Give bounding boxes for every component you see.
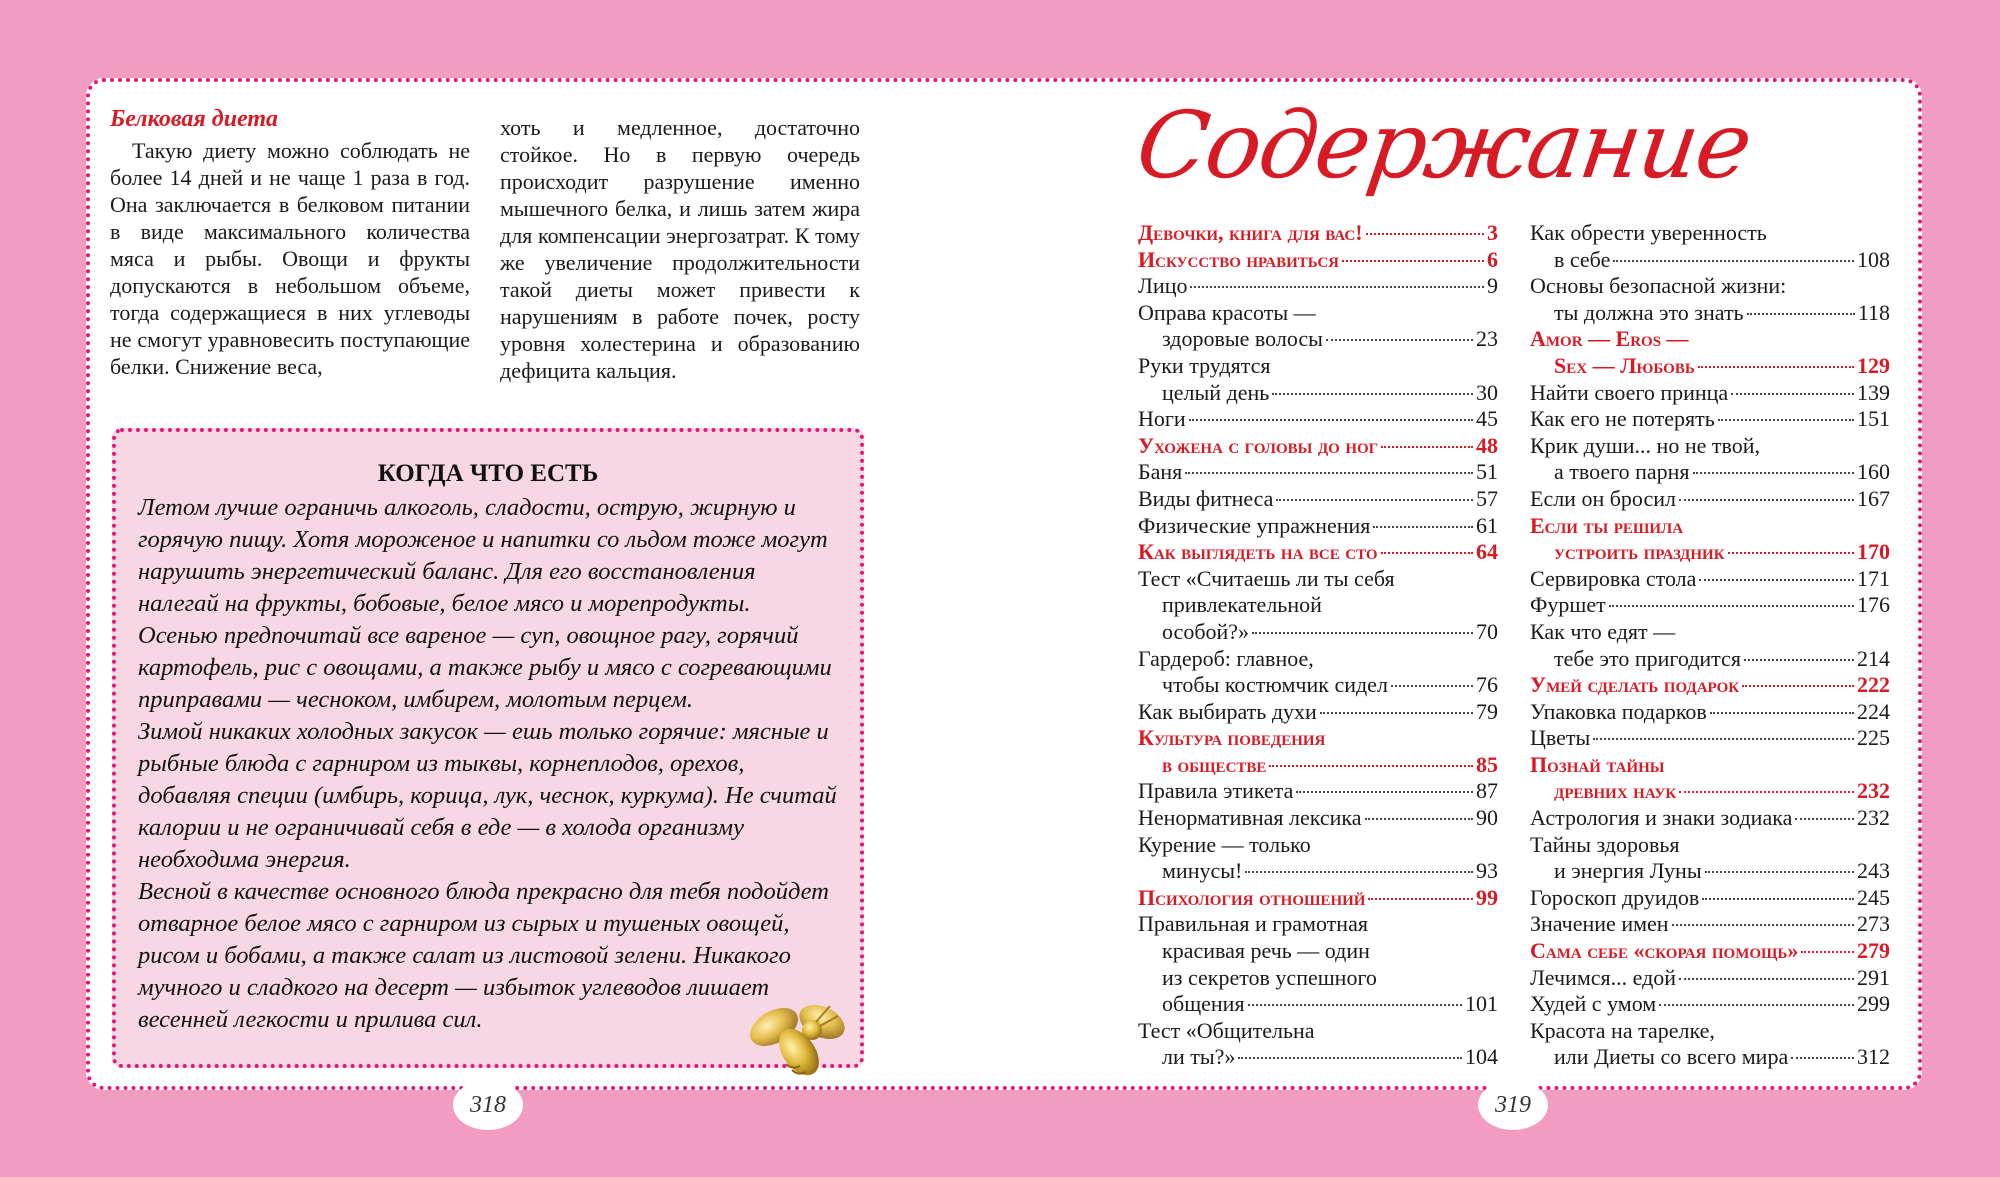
toc-line <box>1138 725 1498 752</box>
toc-page-number: 171 <box>1857 565 1890 591</box>
toc-entry-title: Крик души... но не твой, <box>1530 432 1760 458</box>
toc-entry-title: устроить праздник <box>1554 539 1725 565</box>
toc-line <box>1138 273 1498 300</box>
toc-entry <box>1530 725 1890 752</box>
toc-line <box>1530 911 1890 938</box>
toc-line <box>1530 1044 1890 1071</box>
toc-entry-title: Если он бросил <box>1530 485 1676 511</box>
toc-page-number: 45 <box>1476 406 1498 432</box>
toc-leader-dots <box>1698 366 1854 368</box>
toc-entry-title: Amor — Eros — <box>1530 326 1689 352</box>
toc-leader-dots <box>1373 526 1473 528</box>
toc-page-number: 176 <box>1857 592 1890 618</box>
toc-line <box>1530 247 1890 274</box>
toc-entry-title: Сервировка стола <box>1530 565 1697 591</box>
toc-entry <box>1530 380 1890 407</box>
toc-entry-title: Ухожена с головы до ног <box>1138 432 1379 458</box>
toc-leader-dots <box>1269 765 1473 767</box>
page-number-left: 318 <box>453 1080 523 1130</box>
toc-line <box>1530 433 1890 460</box>
toc-line <box>1530 406 1890 433</box>
toc-entry-title: минусы! <box>1162 858 1243 884</box>
toc-entry-title: Найти своего принца <box>1530 379 1729 405</box>
toc-entry-title: Лечимся... едой <box>1530 964 1677 990</box>
toc-entry-title: Худей с умом <box>1530 991 1657 1017</box>
toc-line <box>1530 699 1890 726</box>
toc-line <box>1530 592 1890 619</box>
toc-page-number: 160 <box>1857 459 1890 485</box>
toc-line <box>1530 300 1890 327</box>
toc-entry <box>1530 699 1890 726</box>
toc-entry-title: Познай тайны <box>1530 751 1665 777</box>
toc-entry-title: Как обрести уверенность <box>1530 220 1767 245</box>
toc-entry-title: Лицо <box>1138 273 1188 299</box>
toc-leader-dots <box>1252 632 1473 634</box>
toc-entry <box>1530 273 1890 326</box>
article-paragraph: хоть и медленное, достаточно стойкое. Но в первую очередь происходит разрушение именно мышечного белка, и лишь затем жира для компенсации энергозатрат. К тому же увеличение продолжительности такой диеты может привести к нарушениям в работе почек, росту уровня холестерина и образованию дефицита кальция. <box>500 115 860 383</box>
toc-leader-dots <box>1801 951 1854 953</box>
toc-entry-title: здоровые волосы <box>1162 326 1323 352</box>
toc-page-number: 64 <box>1476 539 1498 565</box>
toc-leader-dots <box>1342 260 1484 262</box>
toc-entry-title: Виды фитнеса <box>1138 485 1274 511</box>
toc-line <box>1530 1018 1890 1045</box>
toc-leader-dots <box>1272 393 1473 395</box>
toc-entry <box>1138 566 1498 646</box>
toc-entry-title: Ноги <box>1138 406 1186 432</box>
toc-line <box>1530 459 1890 486</box>
toc-line <box>1138 566 1498 593</box>
toc-line <box>1138 778 1498 805</box>
toc-entry <box>1138 885 1498 912</box>
toc-page-number: 6 <box>1487 246 1498 272</box>
toc-line <box>1530 858 1890 885</box>
toc-leader-dots <box>1710 712 1854 714</box>
toc-line <box>1530 619 1890 646</box>
toc-entry <box>1530 326 1890 379</box>
toc-entry-title: Оправа красоты — <box>1138 299 1316 325</box>
toc-entry <box>1530 566 1890 593</box>
toc-leader-dots <box>1705 871 1854 873</box>
toc-entry-title: Умей сделать подарок <box>1530 672 1740 698</box>
article-column-2 <box>500 114 860 384</box>
toc-page-number: 299 <box>1857 991 1890 1017</box>
toc-leader-dots <box>1381 552 1473 554</box>
toc-page-number: 224 <box>1857 698 1890 724</box>
toc-entry-title: Гороскоп друидов <box>1530 884 1700 910</box>
toc-entry-title: красивая речь — один <box>1162 938 1370 964</box>
toc-line <box>1530 326 1890 353</box>
toc-leader-dots <box>1190 286 1484 288</box>
toc-entry <box>1530 406 1890 433</box>
toc-entry <box>1138 725 1498 778</box>
toc-page-number: 167 <box>1857 485 1890 511</box>
toc-line <box>1138 965 1498 992</box>
toc-leader-dots <box>1672 924 1854 926</box>
toc-leader-dots <box>1185 472 1473 474</box>
toc-entry-title: ты должна это знать <box>1554 299 1744 325</box>
toc-entry-title: Искусство нравиться <box>1138 246 1340 272</box>
toc-leader-dots <box>1368 898 1473 900</box>
toc-entry <box>1138 406 1498 433</box>
toc-page-number: 243 <box>1857 858 1890 884</box>
toc-page-number: 170 <box>1857 539 1890 565</box>
toc-page-number: 312 <box>1857 1044 1890 1070</box>
toc-line <box>1138 805 1498 832</box>
toc-entry <box>1530 1018 1890 1071</box>
toc-leader-dots <box>1731 393 1854 395</box>
toc-column-right <box>1530 220 1890 1071</box>
toc-leader-dots <box>1613 260 1854 262</box>
toc-line <box>1138 1018 1498 1045</box>
toc-line <box>1138 672 1498 699</box>
toc-entry <box>1530 513 1890 566</box>
toc-leader-dots <box>1296 791 1473 793</box>
toc-line <box>1138 832 1498 859</box>
toc-page-number: 273 <box>1857 911 1890 937</box>
toc-line <box>1530 486 1890 513</box>
toc-entry <box>1138 247 1498 274</box>
toc-entry-title: Ненормативная лексика <box>1138 805 1362 831</box>
toc-page-number: 9 <box>1487 273 1498 299</box>
toc-page-number: 104 <box>1465 1044 1498 1070</box>
toc-line <box>1530 805 1890 832</box>
toc-leader-dots <box>1747 313 1855 315</box>
toc-page-number: 245 <box>1857 884 1890 910</box>
toc-entry-title: Упаковка подарков <box>1530 698 1707 724</box>
toc-leader-dots <box>1248 1004 1462 1006</box>
toc-leader-dots <box>1795 818 1854 820</box>
toc-entry-title: и энергия Луны <box>1554 858 1702 884</box>
toc-page-number: 151 <box>1857 406 1890 432</box>
toc-entry <box>1530 592 1890 619</box>
toc-line <box>1138 459 1498 486</box>
contents-title: Содержание <box>1130 92 1757 199</box>
toc-leader-dots <box>1365 818 1473 820</box>
toc-line <box>1530 832 1890 859</box>
toc-page-number: 76 <box>1476 672 1498 698</box>
toc-entry <box>1138 805 1498 832</box>
toc-entry-title: Как его не потерять <box>1530 406 1715 432</box>
toc-entry-title: в обществе <box>1162 751 1267 777</box>
toc-page-number: 87 <box>1476 778 1498 804</box>
toc-entry <box>1530 619 1890 672</box>
toc-leader-dots <box>1679 499 1854 501</box>
toc-line <box>1138 938 1498 965</box>
toc-line <box>1530 752 1890 779</box>
toc-entry <box>1138 433 1498 460</box>
toc-leader-dots <box>1245 871 1473 873</box>
toc-page-number: 291 <box>1857 964 1890 990</box>
toc-entry-title: Если ты решила <box>1530 512 1684 538</box>
toc-entry <box>1138 513 1498 540</box>
toc-line <box>1530 646 1890 673</box>
toc-page-number: 93 <box>1476 858 1498 884</box>
toc-line <box>1138 991 1498 1018</box>
article-title: Белковая диета <box>110 106 279 132</box>
toc-page-number: 139 <box>1857 379 1890 405</box>
toc-line <box>1530 273 1890 300</box>
sidebar-title: КОГДА ЧТО ЕСТЬ <box>377 460 599 487</box>
toc-page-number: 129 <box>1857 352 1890 378</box>
toc-entry <box>1530 965 1890 992</box>
toc-entry <box>1138 911 1498 1017</box>
toc-entry-title: Гардероб: главное, <box>1138 645 1314 671</box>
toc-page-number: 222 <box>1857 672 1890 698</box>
golden-bee-icon <box>744 992 854 1092</box>
toc-entry <box>1138 832 1498 885</box>
toc-entry <box>1138 539 1498 566</box>
toc-entry-title: а твоего парня <box>1554 459 1690 485</box>
toc-entry-title: древних наук <box>1554 778 1677 804</box>
toc-page-number: 3 <box>1487 220 1498 245</box>
toc-page-number: 232 <box>1857 805 1890 831</box>
toc-entry <box>1530 832 1890 885</box>
toc-entry <box>1138 459 1498 486</box>
toc-entry <box>1530 433 1890 486</box>
page-number-right: 319 <box>1478 1080 1548 1130</box>
toc-line <box>1138 247 1498 274</box>
toc-entry-title: Как что едят — <box>1530 618 1676 644</box>
toc-page-number: 23 <box>1476 326 1498 352</box>
toc-entry-title: целый день <box>1162 379 1270 405</box>
toc-line <box>1530 380 1890 407</box>
toc-leader-dots <box>1593 738 1854 740</box>
toc-line <box>1530 513 1890 540</box>
toc-line <box>1138 380 1498 407</box>
toc-line <box>1138 699 1498 726</box>
seasonal-eating-sidebar <box>112 428 864 1068</box>
toc-entry <box>1530 220 1890 273</box>
toc-leader-dots <box>1276 499 1473 501</box>
toc-entry <box>1138 486 1498 513</box>
toc-page-number: 225 <box>1857 725 1890 751</box>
toc-line <box>1138 752 1498 779</box>
toc-line <box>1138 326 1498 353</box>
toc-page-number: 232 <box>1857 778 1890 804</box>
toc-entry-title: из секретов успешного <box>1162 964 1377 990</box>
toc-entry <box>1138 778 1498 805</box>
toc-line <box>1530 539 1890 566</box>
toc-leader-dots <box>1693 472 1854 474</box>
toc-leader-dots <box>1728 552 1854 554</box>
toc-line <box>1530 885 1890 912</box>
toc-page-number: 214 <box>1857 645 1890 671</box>
toc-entry <box>1530 991 1890 1018</box>
toc-page-number: 90 <box>1476 805 1498 831</box>
toc-leader-dots <box>1702 898 1854 900</box>
toc-entry-title: в себе <box>1554 246 1611 272</box>
toc-line <box>1138 858 1498 885</box>
toc-page-number: 279 <box>1857 938 1890 964</box>
toc-entry-title: Как выглядеть на все сто <box>1138 539 1378 565</box>
toc-entry-title: Психология отношений <box>1138 884 1366 910</box>
toc-entry <box>1138 273 1498 300</box>
toc-line <box>1138 486 1498 513</box>
toc-entry <box>1530 486 1890 513</box>
toc-entry-title: Астрология и знаки зодиака <box>1530 805 1793 831</box>
toc-line <box>1138 539 1498 566</box>
toc-entry-title: Основы безопасной жизни: <box>1530 273 1787 299</box>
toc-line <box>1530 220 1890 247</box>
article-column-1 <box>110 106 470 380</box>
toc-entry-title: Курение — только <box>1138 831 1311 857</box>
toc-entry-title: Sex — Любовь <box>1554 352 1695 378</box>
toc-page-number: 85 <box>1476 751 1498 777</box>
toc-entry <box>1138 353 1498 406</box>
toc-entry-title: Тест «Общительна <box>1138 1017 1315 1043</box>
toc-entry-title: Значение имен <box>1530 911 1669 937</box>
toc-leader-dots <box>1391 685 1473 687</box>
toc-leader-dots <box>1609 605 1854 607</box>
toc-leader-dots <box>1238 1057 1462 1059</box>
toc-leader-dots <box>1381 446 1473 448</box>
toc-line <box>1530 566 1890 593</box>
toc-entry <box>1138 699 1498 726</box>
toc-entry-title: Сама себе «скорая помощь» <box>1530 938 1799 964</box>
toc-entry-title: Правила этикета <box>1138 778 1294 804</box>
toc-line <box>1530 725 1890 752</box>
toc-entry <box>1138 1018 1498 1071</box>
sidebar-text: Летом лучше ограничь алкоголь, сладости, острую, жирную и горячую пищу. Хотя мороженое и напитки со льдом тоже могут нарушить энергетический баланс. Для его восстановления налегай на фрукты, бобовые, белое мясо и морепродукты. Осенью предпочитай все вареное — суп, овощное рагу, горячий картофель, рис с овощами, а также рыбу и мясо с согревающими приправами — чесноком, имбирем, молотым перцем. Зимой никаких холодных закусок — ешь только горячие: мясные и рыбные блюда с гарниром из тыквы, корнеплодов, орехов, добавляя специи (имбирь, корица, лук, чеснок, куркума). Не считай калории и не ограничивай себя в еде — в холода организму необходима энергия. Весной в качестве основного блюда прекрасно для тебя подойдет отварное белое мясо с гарниром из сырых и тушеных овощей, рисом и бобами, а также салат из листовой зелени. Никакого мучного и сладкого на десерт — избыток углеводов лишает весенней легкости и прилива сил. <box>138 494 837 1033</box>
toc-entry <box>1530 672 1890 699</box>
toc-leader-dots <box>1699 579 1854 581</box>
toc-entry-title: общения <box>1162 991 1245 1017</box>
toc-line <box>1530 938 1890 965</box>
toc-page-number: 30 <box>1476 379 1498 405</box>
toc-leader-dots <box>1189 419 1473 421</box>
toc-line <box>1138 911 1498 938</box>
toc-entry-title: ли ты?» <box>1162 1044 1236 1070</box>
toc-page-number: 99 <box>1476 884 1498 910</box>
toc-line <box>1530 965 1890 992</box>
toc-leader-dots <box>1742 685 1854 687</box>
toc-entry-title: Баня <box>1138 459 1183 485</box>
toc-line <box>1138 592 1498 619</box>
toc-line <box>1138 1044 1498 1071</box>
toc-page-number: 51 <box>1476 459 1498 485</box>
toc-line <box>1138 220 1498 247</box>
toc-line <box>1138 513 1498 540</box>
toc-page-number: 57 <box>1476 485 1498 511</box>
toc-leader-dots <box>1679 978 1854 980</box>
toc-page-number: 70 <box>1476 618 1498 644</box>
toc-entry-title: Цветы <box>1530 725 1591 751</box>
toc-entry <box>1530 911 1890 938</box>
toc-page-number: 108 <box>1857 246 1890 272</box>
toc-entry-title: чтобы костюмчик сидел <box>1162 672 1388 698</box>
toc-entry-title: привлекательной <box>1162 592 1322 618</box>
toc-line <box>1138 353 1498 380</box>
toc-entry-title: или Диеты со всего мира <box>1554 1044 1789 1070</box>
toc-line <box>1138 619 1498 646</box>
toc-leader-dots <box>1366 233 1484 235</box>
toc-entry-title: Фуршет <box>1530 592 1606 618</box>
toc-line <box>1138 433 1498 460</box>
toc-leader-dots <box>1744 659 1854 661</box>
toc-leader-dots <box>1791 1057 1854 1059</box>
toc-line <box>1138 300 1498 327</box>
toc-entry <box>1138 300 1498 353</box>
toc-leader-dots <box>1659 1004 1854 1006</box>
toc-entry <box>1530 752 1890 805</box>
toc-entry-title: Руки трудятся <box>1138 352 1271 378</box>
toc-entry-title: Девочки, книга для вас! <box>1138 220 1363 245</box>
toc-entry-title: Культура поведения <box>1138 725 1326 751</box>
toc-page-number: 79 <box>1476 698 1498 724</box>
toc-line <box>1530 672 1890 699</box>
toc-page-number: 118 <box>1857 299 1890 325</box>
toc-line <box>1138 646 1498 673</box>
article-paragraph: Такую диету можно соблюдать не более 14 дней и не чаще 1 раза в год. Она заключается в белковом питании в виде максимального количества мяса и рыбы. Овощи и фрукты допускаются в небольшом объеме, тогда содержащиеся в них углеводы не смогут уравновесить поступающие белки. Снижение веса, <box>110 138 470 379</box>
toc-entry <box>1530 938 1890 965</box>
toc-leader-dots <box>1718 419 1854 421</box>
toc-entry-title: особой?» <box>1162 618 1250 644</box>
toc-entry <box>1530 885 1890 912</box>
toc-entry-title: Красота на тарелке, <box>1530 1017 1715 1043</box>
toc-column-left <box>1138 220 1498 1071</box>
toc-line <box>1530 991 1890 1018</box>
toc-entry-title: Тест «Считаешь ли ты себя <box>1138 565 1395 591</box>
toc-line <box>1530 353 1890 380</box>
toc-entry <box>1138 220 1498 247</box>
toc-line <box>1138 885 1498 912</box>
toc-page-number: 101 <box>1465 991 1498 1017</box>
toc-entry-title: тебе это пригодится <box>1554 645 1741 671</box>
toc-leader-dots <box>1679 791 1854 793</box>
toc-entry <box>1138 646 1498 699</box>
toc-entry <box>1530 805 1890 832</box>
toc-leader-dots <box>1320 712 1473 714</box>
toc-line <box>1530 778 1890 805</box>
toc-entry-title: Физические упражнения <box>1138 512 1371 538</box>
toc-entry-title: Тайны здоровья <box>1530 831 1680 857</box>
toc-line <box>1138 406 1498 433</box>
toc-page-number: 48 <box>1476 432 1498 458</box>
toc-entry-title: Правильная и грамотная <box>1138 911 1368 937</box>
toc-entry-title: Как выбирать духи <box>1138 698 1317 724</box>
toc-leader-dots <box>1326 339 1473 341</box>
toc-page-number: 61 <box>1476 512 1498 538</box>
